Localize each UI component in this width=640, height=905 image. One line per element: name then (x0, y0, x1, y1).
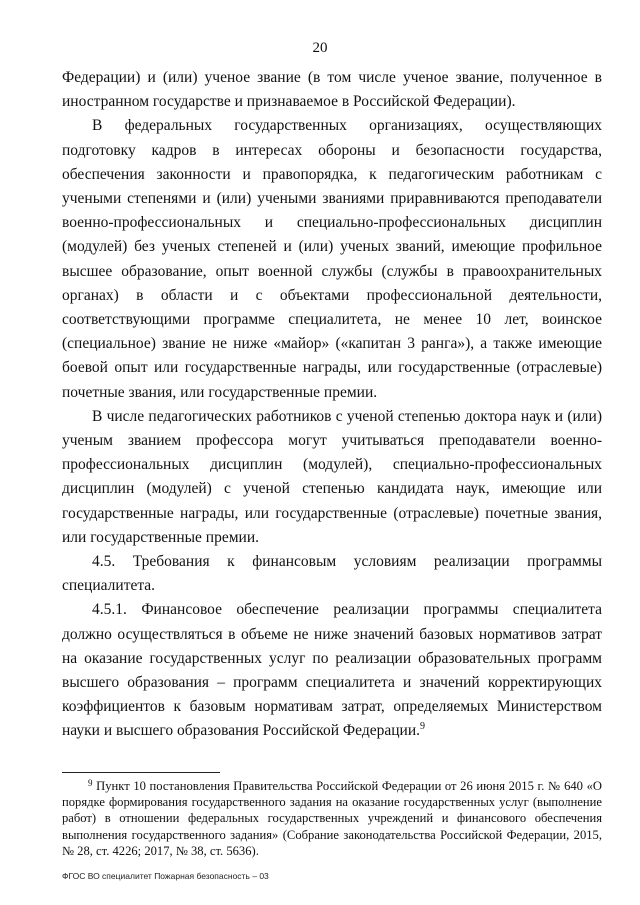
paragraph-3 (62, 405, 602, 550)
paragraph-1-text: Федерации) и (или) ученое звание (в том числе ученое звание, полученное в иностранном государстве и признаваемое в Российской Федерации). (62, 69, 602, 111)
paragraph-1 (62, 66, 602, 114)
footnote-reference[interactable]: 9 (420, 721, 426, 733)
paragraph-2-text: В федеральных государственных организациях, осуществляющих подготовку кадров в интересах обороны и безопасности государства, обеспечения законности и правопорядка, к педагогическим работникам с учеными степенями и (или) учеными званиями приравниваются преподаватели военно-профессиональных и специально-профессиональных дисциплин (модулей) без ученых степеней и (или) ученых званий, имеющие профильное высшее образование, опыт военной службы (службы в правоохранительных органах) в области и с объектами профессиональной деятельности, соответствующими программе специалитета, не менее 10 лет, воинское (специальное) звание не ниже «майор» («капитан 3 ранга»), а также имеющие боевой опыт или государственные награды, или государственные (отраслевые) почетные звания, или государственные премии. (62, 117, 602, 401)
page-footer: ФГОС ВО специалитет Пожарная безопасность – 03 (62, 871, 269, 881)
footnote (62, 778, 602, 859)
section-4-5-1 (62, 598, 602, 743)
section-4-5-text: 4.5. Требования к финансовым условиям реализации программы специалитета. (62, 553, 602, 595)
body-text (62, 66, 602, 744)
footnote-marker: 9 (88, 778, 93, 788)
page-number: 20 (312, 40, 328, 56)
footnote-text: Пункт 10 постановления Правительства Российской Федерации от 26 июня 2015 г. № 640 «О порядке формирования государственного задания на оказание государственных услуг (выполнение работ) в отношении федеральных государственных учреждений и финансового обеспечения выполнения государственного задания» (Собрание законодательства Российской Федерации, 2015, № 28, ст. 4226; 2017, № 38, ст. 5636). (62, 779, 602, 858)
paragraph-2 (62, 114, 602, 404)
section-4-5-1-text: 4.5.1. Финансовое обеспечение реализации программы специалитета должно осуществляться в объеме не ниже значений базовых нормативов затрат на оказание государственных услуг по реализации образовательных программ высшего образования – программ специалитета и значений корректирующих коэффициентов к базовым нормативам затрат, определяемых Министерством науки и высшего образования Российской Федерации. (62, 601, 602, 740)
section-4-5-heading (62, 550, 602, 598)
paragraph-3-text: В числе педагогических работников с ученой степенью доктора наук и (или) ученым званием профессора могут учитываться преподаватели военно-профессиональных дисциплин (модулей), специально-профессиональных дисциплин (модулей) с ученой степенью кандидата наук, имеющие или государственные награды, или государственные (отраслевые) почетные звания, или государственные премии. (62, 407, 602, 546)
footnote-separator (62, 772, 220, 773)
